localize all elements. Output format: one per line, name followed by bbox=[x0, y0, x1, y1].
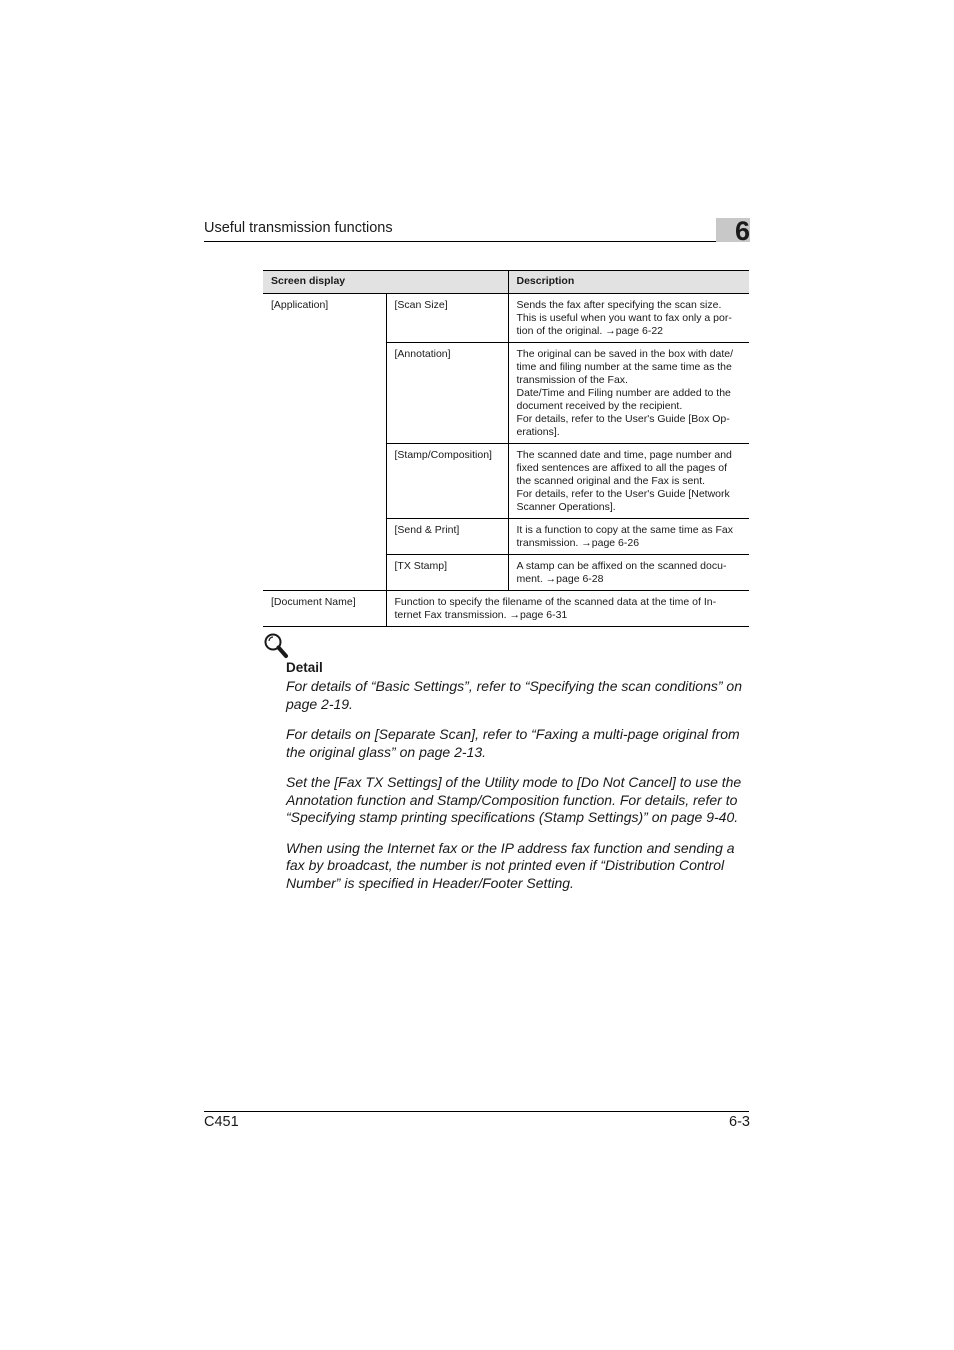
row-item: [Send & Print] bbox=[386, 519, 508, 555]
row-description: A stamp can be affixed on the scanned docu- ment. →page 6-28 bbox=[508, 555, 749, 591]
detail-paragraph: For details of “Basic Settings”, refer to “Specifying the scan conditions” on page 2-19. bbox=[286, 678, 742, 712]
detail-notes bbox=[286, 678, 750, 905]
footer-model: C451 bbox=[204, 1114, 239, 1130]
column-header-description: Description bbox=[508, 271, 749, 294]
row-description: Function to specify the filename of the scanned data at the time of In- ternet Fax transmission. →page 6-31 bbox=[386, 591, 749, 627]
row-description: It is a function to copy at the same time as Fax transmission. →page 6-26 bbox=[508, 519, 749, 555]
detail-paragraph: Set the [Fax TX Settings] of the Utility mode to [Do Not Cancel] to use the Annotation function and Stamp/Composition function. For details, refer to “Specifying stamp printing specifications (Stamp Settings)” on page 9-40. bbox=[286, 774, 742, 825]
row-description: The original can be saved in the box with date/ time and filing number at the same time as the transmission of the Fax. Date/Time and Filing number are added to the document received by the recipient. For details, refer to the User's Guide [Box Op- erations]. bbox=[508, 343, 749, 444]
magnifier-icon bbox=[263, 632, 289, 660]
chapter-number: 6 bbox=[734, 216, 750, 246]
column-header-screen-display: Screen display bbox=[263, 271, 508, 294]
detail-paragraph: For details on [Separate Scan], refer to “Faxing a multi-page original from the original glass” on page 2-13. bbox=[286, 726, 740, 760]
table-header-row bbox=[263, 271, 749, 294]
table-row bbox=[263, 294, 749, 343]
row-description: The scanned date and time, page number and fixed sentences are affixed to all the pages of the scanned original and the Fax is sent. For details, refer to the User's Guide [Network Scanner Operations]. bbox=[508, 444, 749, 519]
function-table bbox=[263, 270, 749, 627]
detail-paragraph: When using the Internet fax or the IP address fax function and sending a fax by broadcast, the number is not printed even if “Distribution Control Number” is specified in Header/Footer Setting. bbox=[286, 839, 735, 891]
table-row bbox=[263, 591, 749, 627]
header-rule bbox=[204, 241, 749, 242]
detail-heading: Detail bbox=[286, 660, 323, 675]
group-label-application: [Application] bbox=[263, 294, 386, 591]
row-item: [TX Stamp] bbox=[386, 555, 508, 591]
section-title: Useful transmission functions bbox=[204, 220, 393, 236]
row-item: [Annotation] bbox=[386, 343, 508, 444]
row-item: [Document Name] bbox=[263, 591, 386, 627]
row-item: [Scan Size] bbox=[386, 294, 508, 343]
row-description: Sends the fax after specifying the scan size. This is useful when you want to fax only a por- tion of the original. →page 6-22 bbox=[508, 294, 749, 343]
footer-page-number: 6-3 bbox=[729, 1114, 750, 1130]
row-item: [Stamp/Composition] bbox=[386, 444, 508, 519]
footer-rule bbox=[204, 1111, 749, 1112]
